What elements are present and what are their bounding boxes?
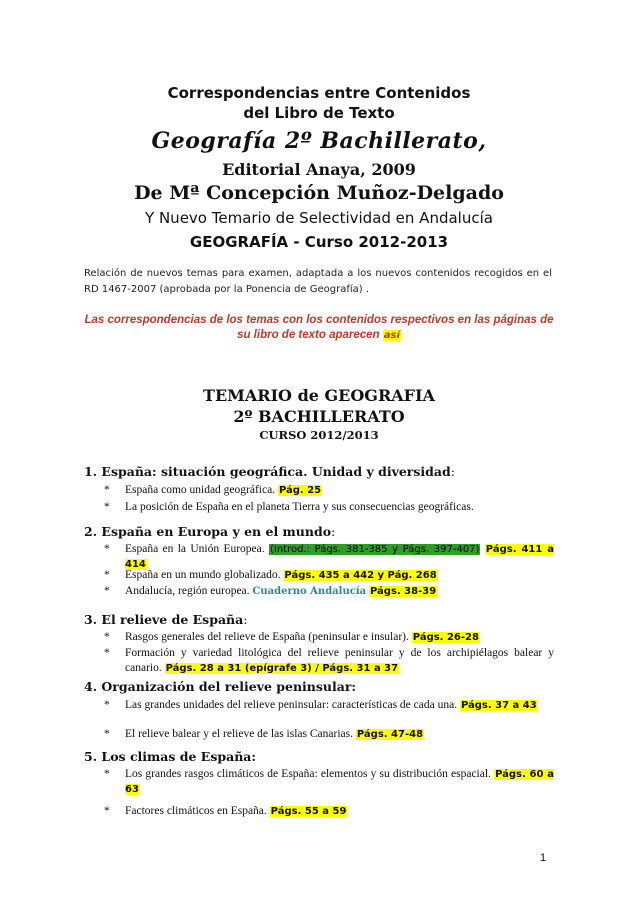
section-number: 3 xyxy=(84,612,93,627)
list-item-content xyxy=(125,646,554,676)
pages-highlight: Págs. 60 a 63 xyxy=(125,769,554,795)
andalucia-workbook-ref: Cuaderno Andalucía xyxy=(252,586,367,597)
list-item-text: Los grandes rasgos climáticos de España: elementos y su distribución espacial. xyxy=(125,768,491,780)
bullet-icon: * xyxy=(104,585,110,597)
section-number-dot: . xyxy=(92,679,102,694)
section-heading xyxy=(84,524,554,539)
temario-course: CURSO 2012/2013 xyxy=(259,428,379,442)
temario-title: TEMARIO de GEOGRAFIA xyxy=(203,386,435,405)
section-title: Los climas de España: xyxy=(101,749,257,764)
section-number-dot: . xyxy=(92,464,102,479)
course-line: GEOGRAFÍA - Curso 2012-2013 xyxy=(189,233,449,251)
bullet-icon: * xyxy=(104,484,110,496)
list-item-content xyxy=(125,568,554,583)
list-item-content xyxy=(125,500,554,515)
list-item-text: España en un mundo globalizado. xyxy=(125,569,281,581)
pages-highlight: Págs. 38-39 xyxy=(369,586,437,597)
section-number: 4 xyxy=(84,679,93,694)
pages-highlight: Págs. 411 a 414 xyxy=(125,544,555,570)
list-item xyxy=(104,584,554,599)
bullet-icon: * xyxy=(104,699,110,711)
pages-highlight: Págs. 28 a 31 (epígrafe 3) / Págs. 31 a 37 xyxy=(165,663,399,674)
bullet-icon: * xyxy=(104,805,110,817)
author: De Mª Concepción Muñoz-Delgado xyxy=(134,182,504,204)
list-item-text: Andalucía, región europea. xyxy=(125,585,250,597)
pages-highlight: Pág. 25 xyxy=(278,485,322,496)
section-title: El relieve de España xyxy=(101,612,244,627)
section-number: 5 xyxy=(84,749,93,764)
bullet-icon: * xyxy=(104,728,110,740)
list-item-content xyxy=(125,767,554,797)
list-item-text: Factores climáticos en España. xyxy=(125,805,267,817)
page-number: 1 xyxy=(540,852,547,864)
list-item-text: Las grandes unidades del relieve peninsular: características de cada una. xyxy=(125,699,458,711)
list-item-content xyxy=(125,483,554,498)
note-text: Las correspondencias de los temas con los contenidos respectivos en las páginas de su libro de texto aparecen xyxy=(84,314,554,341)
bullet-icon: * xyxy=(104,543,110,555)
list-item xyxy=(104,630,554,645)
book-title: Geografía 2º Bachillerato, xyxy=(151,128,487,154)
intro-paragraph: Relación de nuevos temas para examen, adaptada a los nuevos contenidos recogidos en el RD 1467-2007 (aprobada por la Ponencia de Geografía) . xyxy=(84,268,552,295)
list-item xyxy=(104,646,554,676)
section-title: España en Europa y en el mundo xyxy=(101,524,332,539)
publisher: Editorial Anaya, 2009 xyxy=(222,160,416,179)
list-item xyxy=(104,568,554,583)
list-item-content xyxy=(125,727,554,742)
section-title: España: situación geográfica. Unidad y diversidad xyxy=(101,464,451,479)
note-paragraph xyxy=(84,313,554,343)
bullet-icon: * xyxy=(104,631,110,643)
section-number-dot: . xyxy=(92,612,102,627)
list-item-text: El relieve balear y el relieve de las islas Canarias. xyxy=(125,728,353,740)
section-heading xyxy=(84,679,554,694)
pages-highlight: Págs. 37 a 43 xyxy=(460,700,537,711)
note-highlight-word: así xyxy=(383,330,400,341)
header-line-2: del Libro de Texto xyxy=(243,104,395,122)
section-heading xyxy=(84,464,554,479)
list-item-text: Formación y variedad litológica del relieve peninsular y de los archipiélagos balear y canario. xyxy=(125,647,554,674)
section-colon: : xyxy=(331,524,336,539)
section-colon: : xyxy=(243,612,248,627)
bullet-icon: * xyxy=(104,647,110,659)
list-item xyxy=(104,727,554,742)
pages-highlight: Págs. 26-28 xyxy=(412,632,479,643)
section-colon: : xyxy=(450,464,455,479)
pages-highlight: Págs. 435 a 442 y Pág. 268 xyxy=(284,570,437,581)
list-item xyxy=(104,698,554,713)
list-item-content xyxy=(125,804,554,819)
bullet-icon: * xyxy=(104,569,110,581)
list-item-content xyxy=(125,698,554,713)
syllabus-line: Y Nuevo Temario de Selectividad en Andalucía xyxy=(145,209,493,227)
section-number-dot: . xyxy=(92,749,102,764)
section-heading xyxy=(84,749,554,764)
temario-level: 2º BACHILLERATO xyxy=(233,407,405,426)
list-item xyxy=(104,500,554,515)
section-number: 1 xyxy=(84,464,93,479)
intro-pages-highlight: (Introd.: Págs. 381-385 y Págs. 397-407) xyxy=(269,544,480,555)
list-item xyxy=(104,483,554,498)
list-item-text: Rasgos generales del relieve de España (peninsular e insular). xyxy=(125,631,409,643)
pages-highlight: Págs. 55 a 59 xyxy=(270,806,347,817)
list-item xyxy=(104,767,554,797)
section-heading xyxy=(84,612,554,627)
list-item-text: La posición de España en el planeta Tierra y sus consecuencias geográficas. xyxy=(125,501,474,513)
pages-highlight: Págs. 47-48 xyxy=(356,729,424,740)
list-item-content xyxy=(125,630,554,645)
bullet-icon: * xyxy=(104,768,110,780)
section-title: Organización del relieve peninsular: xyxy=(101,679,357,694)
bullet-icon: * xyxy=(104,501,110,513)
section-number: 2 xyxy=(84,524,93,539)
list-item-text: España en la Unión Europea. xyxy=(125,543,265,555)
section-number-dot: . xyxy=(92,524,102,539)
list-item-text: España como unidad geográfica. xyxy=(125,484,276,496)
header-line-1: Correspondencias entre Contenidos xyxy=(167,84,471,102)
list-item-content xyxy=(125,584,554,599)
list-item xyxy=(104,804,554,819)
